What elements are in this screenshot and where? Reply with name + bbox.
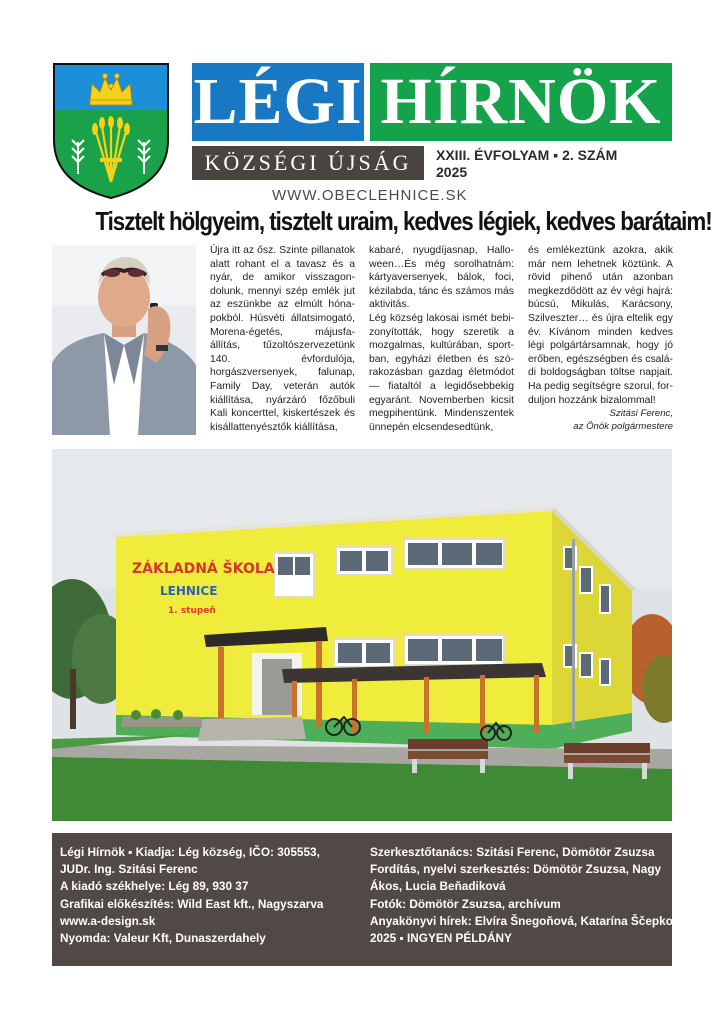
imprint-line: 2025 ▪ INGYEN PÉLDÁNY bbox=[370, 931, 512, 946]
school-sign-text: LEHNICE bbox=[160, 584, 218, 598]
school-building-photo bbox=[52, 449, 672, 821]
imprint-line: Ákos, Lucia Beňadiková bbox=[370, 879, 506, 894]
mayor-portrait-photo bbox=[52, 245, 196, 435]
issue-info bbox=[436, 147, 617, 181]
article-paragraph: kabaré, nyugdíjasnap, Halloween…És még sorolhatnám: kártyaversenyek, bálok, foci, kézilabda, tánc és számos más aktivitás. bbox=[369, 245, 514, 311]
imprint-line: Szerkesztőtanács: Szitási Ferenc, Dömötör Zsuzsa bbox=[370, 845, 655, 859]
article-paragraph: Lég község lakosai ismét bebizonyították, hogy szeretik a mozgalmas, kultúrában, sportban, egyházi életben és szórakozásban gazdag életmódot — fiataltól a legidősebbekig egyaránt. Novemberben kicsit megpihentünk. Mindenszentek ünnepén elcsendesedtünk, bbox=[369, 312, 514, 433]
signature-name: Szitási Ferenc, bbox=[609, 408, 673, 420]
newspaper-title-left: LÉGI bbox=[192, 63, 364, 141]
article-paragraph: és emlékeztünk azokra, akik már nem lehetnek köztünk. A rövid pihenő után azonban megkezdődött az év végi hajrá: búcsú, Mikulás, Karácsony, Szilveszter… és újra eltelik egy év. Kívánom minden kedves légi polgártársamnak, hogy jó erőben, egészségben és családi boldogságban töltse napjait. Ha pedig segítségre szorul, forduljon hozzánk bizalommal! bbox=[528, 245, 673, 406]
imprint-line: Nyomda: Valeur Kft, Dunaszerdahely bbox=[60, 931, 266, 946]
signature-title: az Önök polgármestere bbox=[573, 420, 673, 432]
imprint-line: Légi Hírnök ▪ Kiadja: Lég község, IČO: 305553, bbox=[60, 845, 320, 859]
article-column-1 bbox=[210, 244, 355, 434]
village-coat-of-arms bbox=[52, 62, 170, 200]
imprint-right-column bbox=[370, 844, 687, 947]
article-headline: Tisztelt hölgyeim, tisztelt uraim, kedves légiek, kedves barátaim! bbox=[95, 206, 712, 236]
article-paragraph: Újra itt az ősz. Szinte pillanatok alatt rohant el a tavasz és a nyár, de amikor visszagondolunk, mennyi szép emlék jut az eszünkbe az elmúlt hónapokból. Húsvéti állatsimogató, Morena-égetés, májusfa-állítás, tűzoltószervezetünk 140. évfordulója, horgászversenyek, falunap, Family Day, veterán autók kiállítása, nyárzáró főzőbuli Kali koncerttel, kiskertészek és kisállattenyésztők kiállítása, bbox=[210, 245, 355, 433]
imprint-line: JUDr. Ing. Szitási Ferenc bbox=[60, 862, 198, 877]
imprint-footer bbox=[52, 833, 687, 966]
newspaper-title-right: HÍRNÖK bbox=[370, 63, 672, 141]
article-column-3 bbox=[528, 244, 673, 433]
newspaper-subtitle: KÖZSÉGI ÚJSÁG bbox=[192, 146, 424, 180]
imprint-line: Anyakönyvi hírek: Elvíra Šnegoňová, Katarína Ščepková bbox=[370, 913, 687, 928]
issue-year: 2025 bbox=[436, 164, 468, 180]
school-sign-text: ZÁKLADNÁ ŠKOLA bbox=[132, 561, 275, 577]
imprint-line: Grafikai előkészítés: Wild East kft., Nagyszarva bbox=[60, 896, 324, 911]
imprint-line: A kiadó székhelye: Lég 89, 930 37 bbox=[60, 879, 249, 894]
imprint-website-link[interactable]: www.a-design.sk bbox=[60, 913, 156, 928]
imprint-left-column bbox=[60, 844, 360, 947]
school-sign-text: 1. stupeň bbox=[168, 606, 216, 616]
website-link[interactable]: WWW.OBECLEHNICE.SK bbox=[272, 187, 468, 204]
article-column-2 bbox=[369, 244, 514, 434]
imprint-line: Fotók: Dömötör Zsuzsa, archívum bbox=[370, 896, 561, 911]
imprint-line: Fordítás, nyelvi szerkesztés: Dömötör Zsuzsa, Nagy bbox=[370, 862, 662, 877]
signature bbox=[528, 408, 673, 433]
issue-volume: XXIII. ÉVFOLYAM ▪ 2. SZÁM bbox=[436, 147, 618, 163]
